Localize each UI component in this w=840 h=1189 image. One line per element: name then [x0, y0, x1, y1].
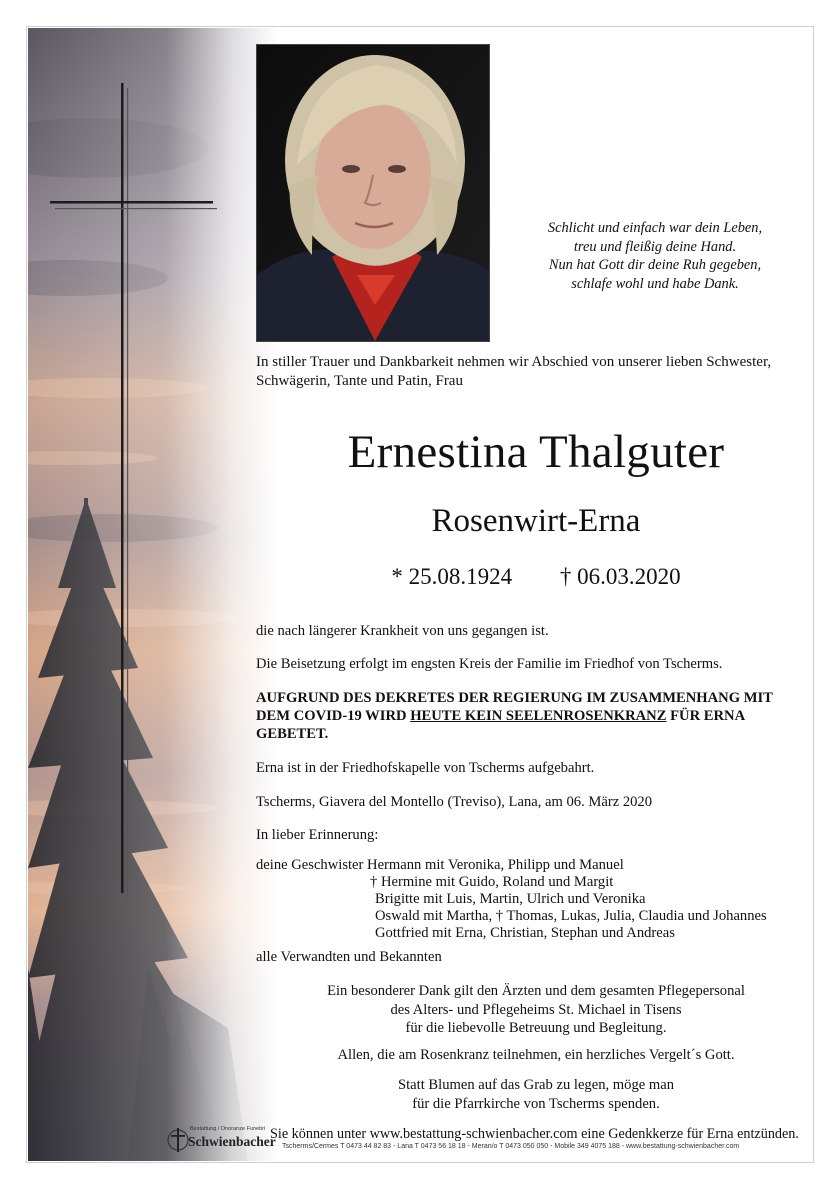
poem-line: Schlicht und einfach war dein Leben, — [547, 220, 763, 236]
memory-heading: In lieber Erinnerung: — [256, 827, 379, 843]
sunset-tree-image — [28, 28, 278, 1161]
logo-cross-icon — [166, 1125, 190, 1155]
logo-name: Schwienbacher — [188, 1134, 276, 1149]
thanks-line: Ein besonderer Dank gilt den Ärzten und dem gesamten Pflegepersonal — [327, 983, 745, 999]
sibling-family-line: Gottfried mit Erna, Christian, Stephan und Andreas — [375, 925, 675, 941]
sibling-family-line: † Hermine mit Guido, Roland und Margit — [370, 874, 614, 890]
deceased-nickname: Rosenwirt-Erna — [431, 503, 641, 539]
sibling-family-line: Oswald mit Martha, † Thomas, Lukas, Julia, Claudia und Johannes — [375, 908, 767, 924]
decree-text-part2: FÜR ERNA GEBETET. — [256, 708, 745, 742]
flowers-line: für die Pfarrkirche von Tscherms spenden. — [412, 1095, 660, 1112]
funeral-home-logo — [166, 1125, 276, 1157]
relatives-line: alle Verwandten und Bekannten — [256, 949, 442, 965]
burial-text: Die Beisetzung erfolgt im engsten Kreis der Familie im Friedhof von Tscherms. — [256, 656, 723, 672]
siblings-lead: deine Geschwister Hermann mit Veronika, Philipp und Manuel — [256, 857, 624, 873]
birth-date: * 25.08.1924 — [391, 564, 513, 589]
poem — [520, 219, 790, 293]
logo-subtitle: Bestattung / Onoranze Funebri — [190, 1126, 266, 1132]
memorial-candle-text: Sie können unter www.bestattung-schwienbacher.com eine Gedenkkerze für Erna entzünden. — [270, 1126, 799, 1142]
intro-text: In stiller Trauer und Dankbarkeit nehmen wir Abschied von unserer lieben Schwester, Schwägerin, Tante und Patin, Frau — [256, 354, 772, 389]
flowers-text — [256, 1076, 816, 1113]
death-date: † 06.03.2020 — [559, 564, 681, 589]
contact-line: Tscherms/Cermes T 0473 44 82 83 - Lana T 0473 56 18 18 - Meran/o T 0473 050 050 - Mobile 349 4075 188 - www.bestattung-schwienbacher.com — [282, 1143, 740, 1150]
poem-line: Nun hat Gott dir deine Ruh gegeben, — [548, 257, 762, 273]
laid-out-text: Erna ist in der Friedhofskapelle von Tscherms aufgebahrt. — [256, 760, 595, 776]
covid-decree-notice — [256, 689, 796, 743]
flowers-line: Statt Blumen auf das Grab zu legen, möge man — [398, 1077, 674, 1093]
poem-line: treu und fleißig deine Hand. — [573, 238, 737, 255]
thanks-text — [256, 982, 816, 1038]
poem-line: schlafe wohl und habe Dank. — [571, 275, 739, 292]
place-date-text: Tscherms, Giavera del Montello (Treviso), Lana, am 06. März 2020 — [256, 794, 653, 810]
thanks-line: für die liebevolle Betreuung und Begleitung. — [405, 1020, 667, 1036]
decree-text-underlined: HEUTE KEIN SEELENROSENKRANZ — [410, 708, 667, 724]
life-dates — [256, 562, 816, 592]
portrait-photo — [256, 44, 490, 342]
rosary-thanks: Allen, die am Rosenkranz teilnehmen, ein herzliches Vergelt´s Gott. — [337, 1047, 735, 1063]
decree-text-part1: AUFGRUND DES DEKRETES DER REGIERUNG IM ZUSAMMENHANG MIT DEM COVID-19 WIRD — [256, 690, 773, 724]
deceased-name: Ernestina Thalguter — [347, 426, 725, 478]
thanks-line: des Alters- und Pflegeheims St. Michael in Tisens — [390, 1001, 682, 1018]
sibling-family-line: Brigitte mit Luis, Martin, Ulrich und Veronika — [375, 891, 646, 907]
illness-text: die nach längerer Krankheit von uns gegangen ist. — [256, 623, 549, 639]
